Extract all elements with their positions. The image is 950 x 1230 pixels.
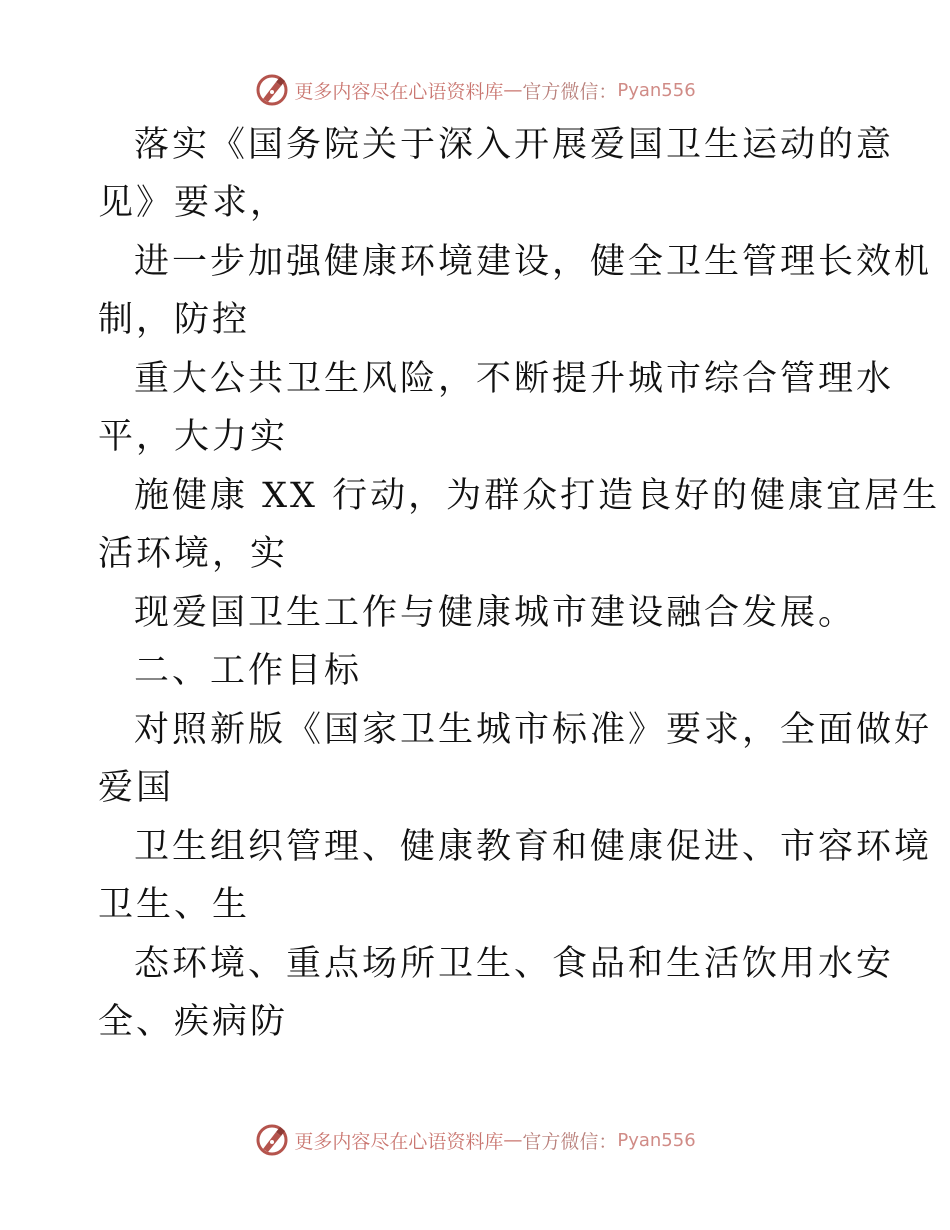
text-line: 制，防控 [98, 300, 251, 340]
watermark-wechat-id: Pyan556 [617, 79, 696, 101]
watermark-tagline: 更多内容尽在心语资料库 [294, 1130, 504, 1153]
watermark-separator: — [503, 79, 523, 101]
text-line: 落实《国务院关于深入开展爱国卫生运动的意 [134, 125, 895, 165]
pen-circle-logo-icon [254, 1122, 290, 1158]
text-line: 对照新版《国家卫生城市标准》要求，全面做好 [134, 710, 933, 750]
watermark-separator: — [503, 1129, 523, 1151]
text-line: 卫生、生 [98, 885, 251, 925]
text-line: 进一步加强健康环境建设，健全卫生管理长效机 [134, 242, 933, 282]
text-line: 爱国 [98, 768, 175, 808]
text-line: 态环境、重点场所卫生、食品和生活饮用水安 [134, 944, 895, 984]
section-heading: 二、工作目标 [134, 651, 363, 691]
text-line: 见》要求， [98, 183, 289, 223]
watermark-wechat-id: Pyan556 [617, 1129, 696, 1151]
text-line: 活环境，实 [98, 534, 289, 574]
text-line: 卫生组织管理、健康教育和健康促进、市容环境 [134, 827, 933, 867]
watermark-wechat-label: 官方微信： [522, 1130, 618, 1153]
footer-watermark-banner [0, 1120, 950, 1160]
text-line: 重大公共卫生风险，不断提升城市综合管理水 [134, 359, 895, 399]
watermark-wechat-label: 官方微信： [522, 80, 618, 103]
text-line: 全、疾病防 [98, 1002, 289, 1042]
text-line: 现爱国卫生工作与健康城市建设融合发展。 [134, 593, 857, 633]
text-line: 施健康 XX 行动，为群众打造良好的健康宜居生 [134, 476, 941, 516]
watermark-tagline: 更多内容尽在心语资料库 [294, 80, 504, 103]
text-line: 平，大力实 [98, 417, 289, 457]
